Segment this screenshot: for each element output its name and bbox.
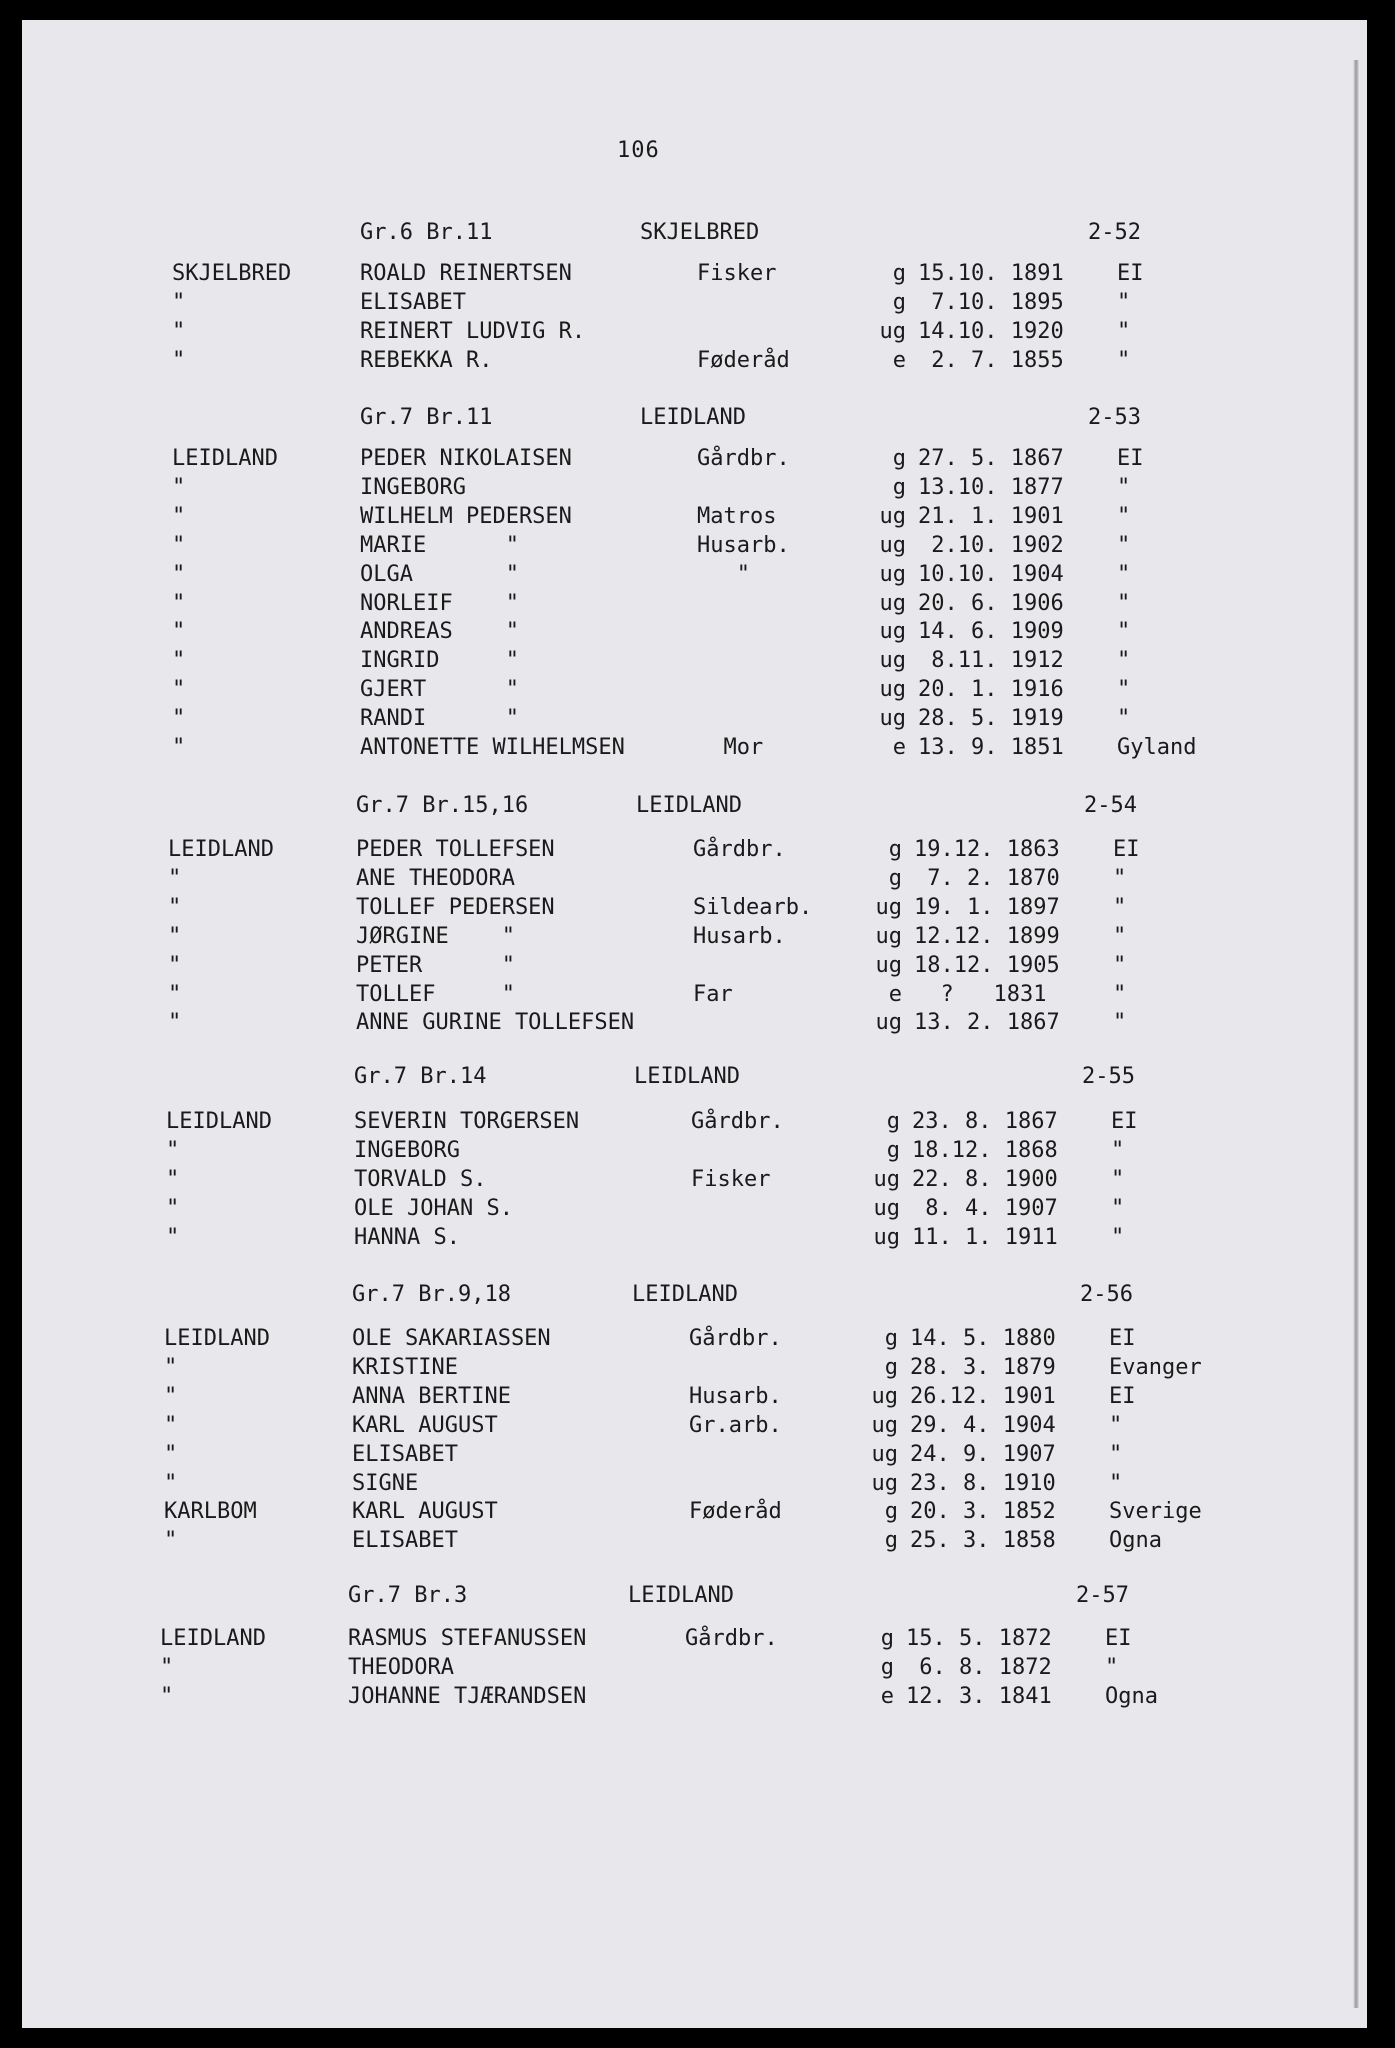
- row-occupation: Fisker: [691, 1166, 771, 1192]
- row-name: INGRID ": [360, 648, 519, 674]
- row-status: ug: [879, 561, 906, 587]
- row-place: ": [1109, 1470, 1123, 1496]
- section-code: 2-52: [1088, 220, 1141, 245]
- row-name: OLE JOHAN S.: [354, 1195, 513, 1221]
- row-place: ": [1117, 289, 1131, 315]
- row-surname: ": [172, 590, 186, 616]
- row-place: ": [1113, 981, 1127, 1007]
- section-gr-br: Gr.7 Br.11: [360, 405, 493, 430]
- document-page: [22, 20, 1367, 2028]
- row-surname: ": [168, 894, 182, 920]
- register-row: [172, 533, 1232, 562]
- register-row: [168, 982, 1228, 1011]
- row-surname: ": [166, 1224, 180, 1250]
- row-date: 6. 8. 1872: [906, 1654, 1052, 1680]
- row-place: ": [1111, 1224, 1125, 1250]
- row-name: ANDREAS ": [360, 619, 519, 645]
- row-name: ELISABET: [352, 1441, 458, 1467]
- row-status: g: [886, 1109, 900, 1134]
- section-farm: LEIDLAND: [628, 1583, 734, 1608]
- row-surname: ": [168, 952, 182, 978]
- section-header: [356, 793, 1156, 823]
- row-date: ? 1831: [914, 981, 1047, 1007]
- row-name: ELISABET: [352, 1528, 458, 1554]
- row-surname: LEIDLAND: [166, 1109, 272, 1134]
- row-occupation: Husarb.: [693, 923, 786, 949]
- register-row: [160, 1655, 1220, 1684]
- row-date: 10.10. 1904: [918, 561, 1064, 587]
- row-name: JOHANNE TJÆRANDSEN: [348, 1683, 587, 1709]
- row-date: 25. 3. 1858: [910, 1528, 1056, 1554]
- row-surname: LEIDLAND: [160, 1626, 266, 1651]
- row-surname: ": [164, 1470, 178, 1496]
- row-status: g: [892, 474, 906, 500]
- row-status: e: [892, 735, 906, 760]
- row-status: ug: [871, 1441, 898, 1467]
- row-surname: ": [164, 1383, 178, 1409]
- row-place: ": [1117, 347, 1131, 373]
- row-name: RANDI ": [360, 706, 519, 732]
- register-row: [166, 1109, 1226, 1138]
- row-place: ": [1117, 677, 1131, 703]
- row-surname: ": [166, 1137, 180, 1163]
- row-status: g: [884, 1354, 898, 1380]
- row-status: g: [892, 261, 906, 286]
- row-date: 14. 6. 1909: [918, 619, 1064, 645]
- row-place: EI: [1111, 1109, 1138, 1134]
- row-place: ": [1113, 894, 1127, 920]
- row-place: Ogna: [1109, 1528, 1162, 1554]
- register-row: [172, 446, 1232, 475]
- row-place: ": [1111, 1195, 1125, 1221]
- row-date: 27. 5. 1867: [918, 446, 1064, 471]
- row-name: ELISABET: [360, 289, 466, 315]
- row-occupation: Føderåd: [697, 347, 790, 373]
- section-farm: LEIDLAND: [634, 1064, 740, 1089]
- row-name: PETER ": [356, 952, 515, 978]
- row-place: ": [1111, 1137, 1125, 1163]
- row-status: ug: [879, 503, 906, 529]
- row-place: EI: [1105, 1626, 1132, 1651]
- row-place: ": [1117, 590, 1131, 616]
- row-place: ": [1111, 1166, 1125, 1192]
- row-status: g: [884, 1326, 898, 1351]
- register-row: [160, 1684, 1220, 1713]
- section-farm: SKJELBRED: [640, 220, 760, 245]
- row-name: INGEBORG: [360, 474, 466, 500]
- row-surname: ": [172, 648, 186, 674]
- row-occupation: Sildearb.: [693, 894, 813, 920]
- row-surname: SKJELBRED: [172, 261, 292, 286]
- row-surname: ": [172, 503, 186, 529]
- section-header: [352, 1282, 1152, 1312]
- register-row: [172, 735, 1232, 764]
- row-status: g: [892, 446, 906, 471]
- row-place: ": [1117, 648, 1131, 674]
- row-date: 15.10. 1891: [918, 261, 1064, 286]
- row-date: 21. 1. 1901: [918, 503, 1064, 529]
- row-date: 23. 8. 1910: [910, 1470, 1056, 1496]
- row-date: 28. 3. 1879: [910, 1354, 1056, 1380]
- row-date: 2.10. 1902: [918, 532, 1064, 558]
- register-row: [172, 677, 1232, 706]
- row-occupation: Husarb.: [697, 532, 790, 558]
- row-place: ": [1117, 706, 1131, 732]
- row-place: EI: [1113, 837, 1140, 862]
- register-row: [166, 1196, 1226, 1225]
- row-date: 26.12. 1901: [910, 1383, 1056, 1409]
- row-place: EI: [1109, 1383, 1136, 1409]
- row-date: 20. 3. 1852: [910, 1499, 1056, 1525]
- row-date: 28. 5. 1919: [918, 706, 1064, 732]
- row-occupation: Gårdbr.: [693, 837, 786, 862]
- row-place: Evanger: [1109, 1354, 1202, 1380]
- row-date: 2. 7. 1855: [918, 347, 1064, 373]
- section-code: 2-54: [1084, 793, 1137, 818]
- row-date: 8.11. 1912: [918, 648, 1064, 674]
- row-status: ug: [873, 1166, 900, 1192]
- row-place: ": [1117, 318, 1131, 344]
- row-status: e: [892, 347, 906, 373]
- register-row: [164, 1326, 1224, 1355]
- row-status: e: [880, 1683, 894, 1709]
- row-surname: LEIDLAND: [164, 1326, 270, 1351]
- row-surname: LEIDLAND: [168, 837, 274, 862]
- register-row: [164, 1384, 1224, 1413]
- row-name: INGEBORG: [354, 1137, 460, 1163]
- register-row: [172, 475, 1232, 504]
- row-status: g: [888, 837, 902, 862]
- row-status: g: [884, 1528, 898, 1554]
- section-code: 2-57: [1076, 1583, 1129, 1608]
- row-name: NORLEIF ": [360, 590, 519, 616]
- register-row: [172, 319, 1232, 348]
- row-place: ": [1109, 1412, 1123, 1438]
- section-header: [360, 405, 1160, 435]
- section-header: [354, 1064, 1154, 1094]
- row-name: PEDER TOLLEFSEN: [356, 837, 555, 862]
- section-header: [360, 220, 1160, 250]
- section-code: 2-55: [1082, 1064, 1135, 1089]
- row-status: g: [892, 289, 906, 315]
- row-place: Gyland: [1117, 735, 1197, 760]
- register-row: [164, 1499, 1224, 1528]
- row-surname: ": [172, 289, 186, 315]
- row-name: ANTONETTE WILHELMSEN: [360, 735, 625, 760]
- register-row: [164, 1413, 1224, 1442]
- row-status: g: [888, 865, 902, 891]
- row-surname: ": [164, 1528, 178, 1554]
- row-surname: KARLBOM: [164, 1499, 257, 1525]
- section-farm: LEIDLAND: [636, 793, 742, 818]
- section-code: 2-53: [1088, 405, 1141, 430]
- row-place: ": [1113, 1010, 1127, 1036]
- row-date: 7. 2. 1870: [914, 865, 1060, 891]
- section-header: [348, 1583, 1148, 1613]
- row-status: g: [880, 1626, 894, 1651]
- row-occupation: Gårdbr.: [691, 1109, 784, 1134]
- row-surname: ": [166, 1195, 180, 1221]
- register-row: [172, 504, 1232, 533]
- row-date: 13. 2. 1867: [914, 1010, 1060, 1036]
- row-place: Sverige: [1109, 1499, 1202, 1525]
- row-surname: ": [172, 735, 186, 760]
- row-date: 18.12. 1905: [914, 952, 1060, 978]
- row-status: ug: [871, 1470, 898, 1496]
- register-row: [168, 837, 1228, 866]
- row-status: ug: [879, 532, 906, 558]
- row-surname: ": [168, 981, 182, 1007]
- row-place: Ogna: [1105, 1683, 1158, 1709]
- row-name: SIGNE: [352, 1470, 419, 1496]
- row-occupation: Far: [693, 981, 733, 1007]
- row-date: 19.12. 1863: [914, 837, 1060, 862]
- row-surname: ": [164, 1354, 178, 1380]
- row-name: KARL AUGUST: [352, 1412, 498, 1438]
- row-occupation: Føderåd: [689, 1499, 782, 1525]
- row-occupation: Gårdbr.: [685, 1626, 778, 1651]
- section-farm: LEIDLAND: [632, 1282, 738, 1307]
- register-row: [172, 648, 1232, 677]
- register-row: [168, 866, 1228, 895]
- register-row: [168, 895, 1228, 924]
- row-occupation: Husarb.: [689, 1383, 782, 1409]
- row-status: ug: [879, 318, 906, 344]
- row-place: ": [1113, 952, 1127, 978]
- section-gr-br: Gr.7 Br.9,18: [352, 1282, 511, 1307]
- row-surname: ": [160, 1654, 174, 1680]
- register-row: [164, 1471, 1224, 1500]
- row-date: 7.10. 1895: [918, 289, 1064, 315]
- register-row: [164, 1442, 1224, 1471]
- row-surname: ": [172, 532, 186, 558]
- row-occupation: ": [697, 561, 750, 587]
- row-place: ": [1117, 561, 1131, 587]
- row-surname: ": [168, 1010, 182, 1036]
- row-name: TOLLEF PEDERSEN: [356, 894, 555, 920]
- row-status: ug: [875, 1010, 902, 1036]
- row-name: ROALD REINERTSEN: [360, 261, 572, 286]
- row-place: ": [1113, 923, 1127, 949]
- register-row: [172, 619, 1232, 648]
- row-place: ": [1113, 865, 1127, 891]
- row-name: TORVALD S.: [354, 1166, 487, 1192]
- row-surname: ": [172, 474, 186, 500]
- row-surname: ": [172, 619, 186, 645]
- row-status: ug: [871, 1412, 898, 1438]
- row-status: g: [884, 1499, 898, 1525]
- row-surname: ": [172, 561, 186, 587]
- row-name: RASMUS STEFANUSSEN: [348, 1626, 587, 1651]
- row-date: 23. 8. 1867: [912, 1109, 1058, 1134]
- row-place: ": [1117, 619, 1131, 645]
- row-date: 18.12. 1868: [912, 1137, 1058, 1163]
- section-code: 2-56: [1080, 1282, 1133, 1307]
- row-date: 24. 9. 1907: [910, 1441, 1056, 1467]
- row-name: THEODORA: [348, 1654, 454, 1680]
- row-name: MARIE ": [360, 532, 519, 558]
- row-name: PEDER NIKOLAISEN: [360, 446, 572, 471]
- row-place: ": [1117, 532, 1131, 558]
- row-date: 14. 5. 1880: [910, 1326, 1056, 1351]
- row-occupation: Gårdbr.: [697, 446, 790, 471]
- row-name: HANNA S.: [354, 1224, 460, 1250]
- row-name: REBEKKA R.: [360, 347, 493, 373]
- register-row: [168, 924, 1228, 953]
- row-place: ": [1117, 474, 1131, 500]
- register-row: [172, 261, 1232, 290]
- row-date: 13. 9. 1851: [918, 735, 1064, 760]
- row-name: SEVERIN TORGERSEN: [354, 1109, 580, 1134]
- row-status: g: [886, 1137, 900, 1163]
- row-surname: ": [172, 347, 186, 373]
- row-status: ug: [879, 590, 906, 616]
- register-row: [166, 1225, 1226, 1254]
- section-farm: LEIDLAND: [640, 405, 746, 430]
- row-occupation: Fisker: [697, 261, 777, 286]
- register-row: [172, 290, 1232, 319]
- register-row: [168, 953, 1228, 982]
- row-place: ": [1105, 1654, 1119, 1680]
- row-name: KRISTINE: [352, 1354, 458, 1380]
- row-date: 20. 6. 1906: [918, 590, 1064, 616]
- row-status: ug: [875, 894, 902, 920]
- row-place: EI: [1117, 261, 1144, 286]
- row-surname: ": [164, 1441, 178, 1467]
- row-surname: ": [166, 1166, 180, 1192]
- register-sections: [22, 20, 1367, 2028]
- row-status: ug: [875, 952, 902, 978]
- section-gr-br: Gr.7 Br.15,16: [356, 793, 529, 818]
- section-gr-br: Gr.6 Br.11: [360, 220, 493, 245]
- row-surname: ": [172, 706, 186, 732]
- row-date: 13.10. 1877: [918, 474, 1064, 500]
- row-occupation: Gårdbr.: [689, 1326, 782, 1351]
- register-row: [172, 591, 1232, 620]
- register-row: [172, 348, 1232, 377]
- row-date: 12. 3. 1841: [906, 1683, 1052, 1709]
- row-place: ": [1117, 503, 1131, 529]
- row-occupation: Matros: [697, 503, 777, 529]
- row-occupation: Gr.arb.: [689, 1412, 782, 1438]
- row-name: ANNA BERTINE: [352, 1383, 511, 1409]
- row-name: OLE SAKARIASSEN: [352, 1326, 551, 1351]
- row-status: ug: [873, 1195, 900, 1221]
- row-place: EI: [1117, 446, 1144, 471]
- row-surname: ": [172, 318, 186, 344]
- row-name: JØRGINE ": [356, 923, 515, 949]
- row-date: 12.12. 1899: [914, 923, 1060, 949]
- row-date: 8. 4. 1907: [912, 1195, 1058, 1221]
- row-surname: ": [172, 677, 186, 703]
- row-name: ANNE GURINE TOLLEFSEN: [356, 1010, 635, 1036]
- row-name: ANE THEODORA: [356, 865, 515, 891]
- row-date: 20. 1. 1916: [918, 677, 1064, 703]
- row-place: EI: [1109, 1326, 1136, 1351]
- row-date: 14.10. 1920: [918, 318, 1064, 344]
- page-number: 106: [617, 138, 660, 163]
- register-row: [168, 1010, 1228, 1039]
- row-status: ug: [879, 677, 906, 703]
- row-date: 22. 8. 1900: [912, 1166, 1058, 1192]
- section-gr-br: Gr.7 Br.14: [354, 1064, 487, 1089]
- row-name: GJERT ": [360, 677, 519, 703]
- row-date: 15. 5. 1872: [906, 1626, 1052, 1651]
- row-surname: ": [164, 1412, 178, 1438]
- row-status: ug: [873, 1224, 900, 1250]
- row-status: ug: [879, 648, 906, 674]
- row-status: e: [888, 981, 902, 1007]
- row-name: WILHELM PEDERSEN: [360, 503, 572, 529]
- row-date: 19. 1. 1897: [914, 894, 1060, 920]
- row-status: g: [880, 1654, 894, 1680]
- row-name: REINERT LUDVIG R.: [360, 318, 586, 344]
- row-status: ug: [879, 706, 906, 732]
- row-occupation: Mor: [697, 735, 764, 760]
- row-date: 29. 4. 1904: [910, 1412, 1056, 1438]
- row-status: ug: [875, 923, 902, 949]
- row-status: ug: [879, 619, 906, 645]
- register-row: [172, 562, 1232, 591]
- row-place: ": [1109, 1441, 1123, 1467]
- register-row: [166, 1138, 1226, 1167]
- row-name: KARL AUGUST: [352, 1499, 498, 1525]
- row-surname: LEIDLAND: [172, 446, 278, 471]
- row-surname: ": [168, 865, 182, 891]
- row-date: 11. 1. 1911: [912, 1224, 1058, 1250]
- row-status: ug: [871, 1383, 898, 1409]
- row-name: TOLLEF ": [356, 981, 515, 1007]
- section-gr-br: Gr.7 Br.3: [348, 1583, 468, 1608]
- register-row: [172, 706, 1232, 735]
- register-row: [160, 1626, 1220, 1655]
- register-row: [164, 1528, 1224, 1557]
- row-surname: ": [168, 923, 182, 949]
- register-row: [164, 1355, 1224, 1384]
- register-row: [166, 1167, 1226, 1196]
- row-name: OLGA ": [360, 561, 519, 587]
- row-surname: ": [160, 1683, 174, 1709]
